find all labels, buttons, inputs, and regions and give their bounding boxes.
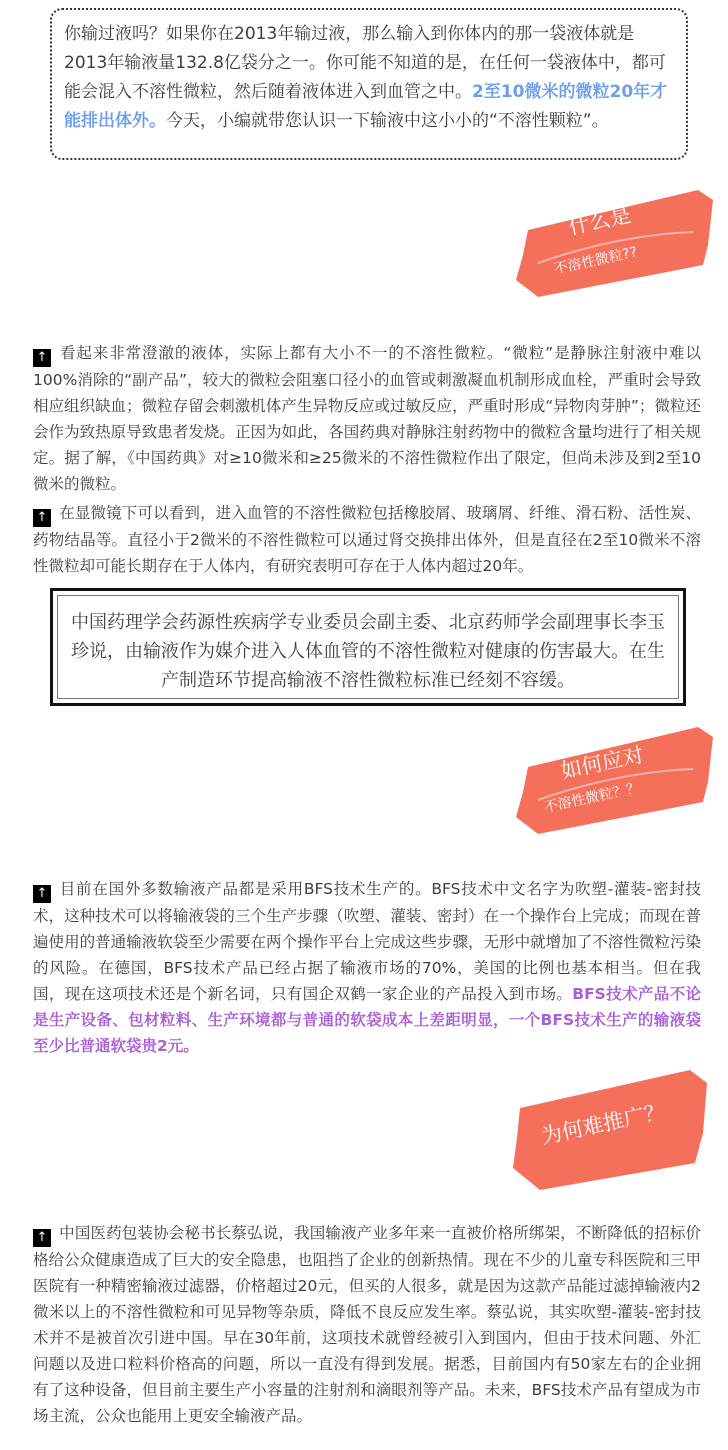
intro-text: 你输过液吗？如果你在2013年输过液，那么输入到你体内的那一袋液体就是2013年输液量132.8亿袋分之一。你可能不知道的是，在任何一袋液体中，都可能会混入不溶性微粒，然后随着液体进入到血管之中。	[64, 24, 666, 102]
paragraph	[33, 1220, 701, 1429]
badge-title: 为何难推广？	[539, 1099, 668, 1149]
intro-highlight: 2至10微米的微粒20年才能排出体外。	[64, 82, 668, 131]
paragraph	[33, 340, 701, 497]
paragraph-text: 中国医药包装协会秘书长蔡弘说，我国输液产业多年来一直被价格所绑架，不断降低的招标价格给公众健康造成了巨大的安全隐患，也阻挡了企业的创新热情。现在不少的儿童专科医院和三甲医院有一种精密输液过滤器，价格超过20元，但买的人很多，就是因为这款产品能过滤掉输液内2微米以上的不溶性微粒和可见异物等杂质，降低不良反应发生率。蔡弘说，其实吹塑-灌装-密封技术并不是被首次引进中国。早在30年前，这项技术就曾经被引入到国内，但由于技术问题、外汇问题以及进口粒料价格高的问题，所以一直没有得到发展。据悉，目前国内有50家左右的企业拥有了这种设备，但目前主要生产小容量的注射剂和滴眼剂等产品。未来，BFS技术产品有望成为市场主流，公众也能用上更安全输液产品。	[33, 1224, 701, 1425]
badge-subtitle: 不溶性微粒??	[552, 244, 639, 278]
quote-box	[50, 588, 686, 706]
badge-subtitle: 不溶性微粒？？	[542, 779, 642, 816]
paragraph-highlight: BFS技术产品不论是生产设备、包材粒料、生产环境都与普通的软袋成本上差距明显，一个BFS技术生产的输液袋至少比普通软袋贵2元。	[33, 985, 701, 1055]
section-badge-how	[508, 722, 718, 837]
section-badge-what	[508, 185, 718, 300]
up-arrow-icon: ↑	[33, 509, 51, 527]
paragraph	[33, 500, 701, 579]
paragraph-text: 目前在国外多数输液产品都是采用BFS技术生产的。BFS技术中文名字为吹塑-灌装-密封技术，这种技术可以将输液袋的三个生产步骤（吹塑、灌装、密封）在一个操作台上完成；而现在普遍使用的普通输液软袋至少需要在两个操作平台上完成这些步骤，无形中就增加了不溶性微粒污染的风险。在德国，BFS技术产品已经占据了输液市场的70%，美国的比例也基本相当。但在我国，现在这项技术还是个新名词，只有国企双鹤一家企业的产品投入到市场。	[33, 880, 701, 1003]
section-badge-why	[505, 1068, 715, 1183]
badge-title: 什么是	[566, 202, 634, 240]
paragraph-text: 看起来非常澄澈的液体，实际上都有大小不一的不溶性微粒。“微粒”是静脉注射液中难以100%消除的“副产品”，较大的微粒会阻塞口径小的血管或刺激凝血机制形成血栓，严重时会导致相应组织缺血；微粒存留会刺激机体产生异物反应或过敏反应，严重时形成“异物肉芽肿”；微粒还会作为致热原导致患者发烧。正因为如此，各国药典对静脉注射药物中的微粒含量均进行了相关规定。据了解，《中国药典》对≥10微米和≥25微米的不溶性微粒作出了限定，但尚未涉及到2至10微米的微粒。	[33, 344, 701, 493]
paragraph	[33, 876, 701, 1059]
badge-title: 如何应对	[558, 742, 646, 784]
intro-text-end: 今天，小编就带您认识一下输液中这小小的“不溶性颗粒”。	[166, 111, 609, 131]
brush-stroke-icon	[508, 722, 718, 837]
paragraph-text: 在显微镜下可以看到，进入血管的不溶性微粒包括橡胶屑、玻璃屑、纤维、滑石粉、活性炭、药物结晶等。直径小于2微米的不溶性微粒可以通过肾交换排出体外，但是直径在2至10微米不溶性微粒却可能长期存在于人体内，有研究表明可存在于人体内超过20年。	[33, 504, 701, 575]
up-arrow-icon: ↑	[33, 885, 51, 903]
quote-text: 中国药理学会药源性疾病学专业委员会副主委、北京药师学会副理事长李玉珍说，由输液作为媒介进入人体血管的不溶性微粒对健康的伤害最大。在生产制造环节提高输液不溶性微粒标准已经刻不容缓。	[57, 595, 679, 699]
up-arrow-icon: ↑	[33, 349, 51, 367]
up-arrow-icon: ↑	[33, 1229, 51, 1247]
intro-box	[50, 8, 688, 160]
